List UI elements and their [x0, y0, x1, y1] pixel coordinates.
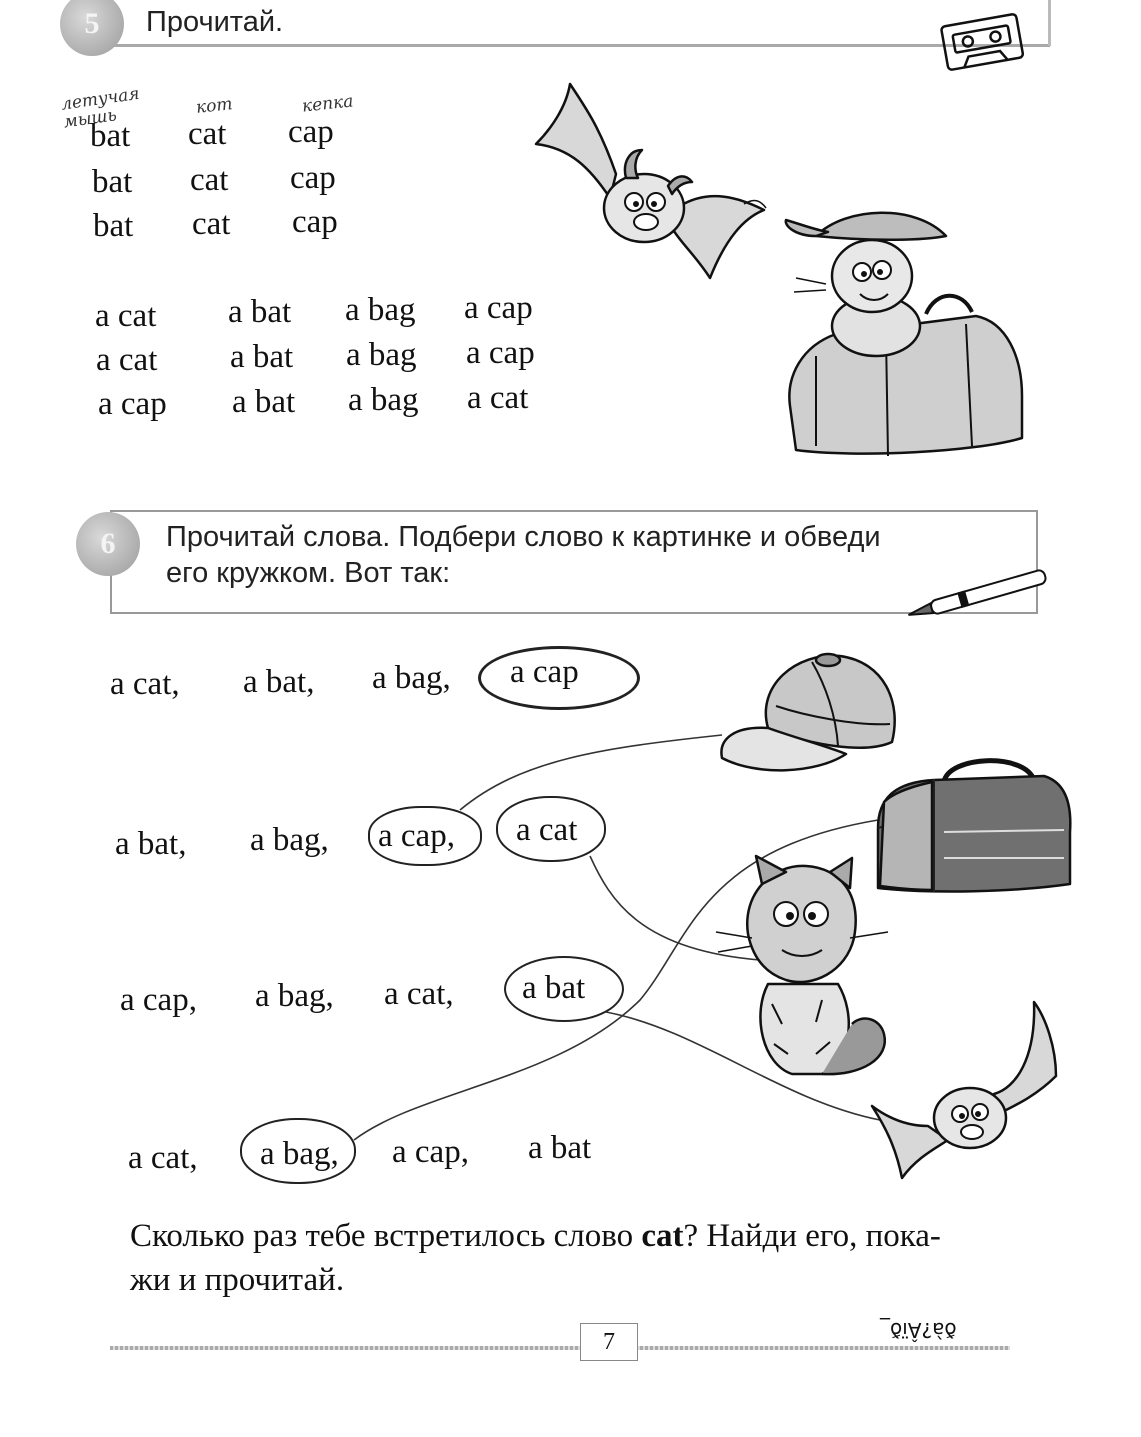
- handwritten-note-cat: кот: [195, 94, 234, 118]
- bat-illustration-small: [866, 998, 1062, 1182]
- row1-word1: a cat,: [110, 666, 180, 702]
- row4-word4: a bat: [528, 1130, 592, 1166]
- question-line2: жи и прочитай.: [130, 1262, 345, 1298]
- handwritten-note-bat: летучая мышь: [59, 83, 141, 133]
- grid2-r3-c3: a bag: [348, 382, 419, 418]
- grid2-r1-c1: a cat: [95, 298, 157, 334]
- footer-rule: [110, 1346, 1010, 1350]
- grid1-r1-c3: cap: [288, 114, 334, 150]
- grid1-r2-c3: cap: [290, 160, 336, 196]
- grid2-r3-c2: a bat: [232, 384, 296, 420]
- grid2-r2-c2: a bat: [230, 339, 294, 375]
- row2-word2: a bag,: [250, 822, 329, 858]
- row1-word2: a bat,: [243, 664, 315, 700]
- bag-illustration: [874, 742, 1074, 898]
- grid2-r2-c1: a cat: [96, 342, 158, 378]
- row4-word1: a cat,: [128, 1140, 198, 1176]
- grid2-r2-c4: a cap: [466, 335, 535, 371]
- row4-word3: a cap,: [392, 1134, 469, 1170]
- task5-number: 5: [60, 0, 124, 56]
- row2-word4[interactable]: a cat: [516, 812, 578, 848]
- grid2-r3-c4: a cat: [467, 380, 529, 416]
- question-part2: ? Найди его, пока-: [683, 1218, 941, 1254]
- row3-word4[interactable]: a bat: [522, 970, 586, 1006]
- row4-word2[interactable]: a bag,: [260, 1136, 339, 1172]
- handwritten-note-cap: кепка: [301, 91, 355, 117]
- grid1-r3-c2: cat: [192, 206, 231, 242]
- question-line1: [130, 1218, 941, 1255]
- grid2-r1-c4: a cap: [464, 290, 533, 326]
- row3-word1: a cap,: [120, 982, 197, 1018]
- question-bold-word: cat: [641, 1218, 684, 1254]
- grid1-r1-c1: bat: [90, 118, 131, 154]
- question-part1: Сколько раз тебе встретилось слово: [130, 1218, 642, 1254]
- row1-word3: a bag,: [372, 660, 451, 696]
- row2-word3[interactable]: a cap,: [378, 818, 455, 854]
- task6-number: 6: [76, 512, 140, 576]
- task6-instruction-line2: его кружком. Вот так:: [166, 557, 451, 589]
- row3-word3: a cat,: [384, 976, 454, 1012]
- row2-word1: a bat,: [115, 826, 187, 862]
- grid2-r2-c3: a bag: [346, 337, 417, 373]
- grid1-r1-c2: cat: [188, 116, 227, 152]
- footer-corner-text: ðà?Âïð_: [880, 1318, 957, 1342]
- task5-title: Прочитай.: [146, 6, 284, 38]
- row3-word2: a bag,: [255, 978, 334, 1014]
- grid2-r1-c3: a bag: [345, 292, 416, 328]
- row1-word4[interactable]: a cap: [510, 654, 579, 690]
- grid1-r3-c1: bat: [93, 208, 134, 244]
- grid2-r3-c1: a cap: [98, 386, 167, 422]
- grid1-r2-c1: bat: [92, 164, 133, 200]
- grid2-r1-c2: a bat: [228, 294, 292, 330]
- page-number: 7: [580, 1323, 638, 1361]
- task6-instruction-line1: Прочитай слова. Подбери слово к картинке и обведи: [166, 521, 881, 553]
- grid1-r3-c3: cap: [292, 204, 338, 240]
- grid1-r2-c2: cat: [190, 162, 229, 198]
